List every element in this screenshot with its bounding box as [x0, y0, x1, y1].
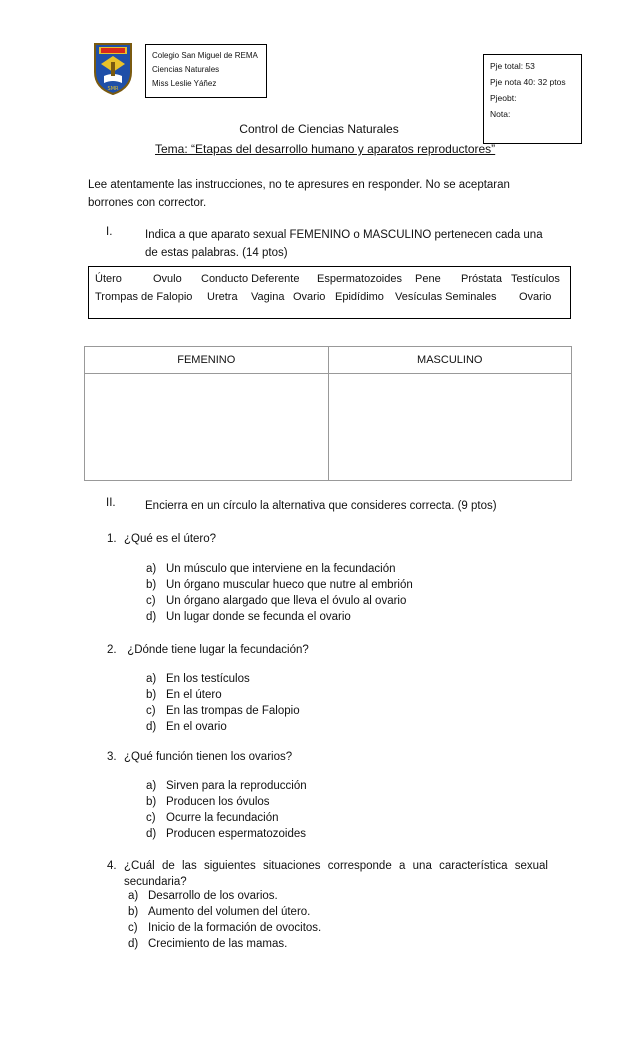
word-bank-row-1 — [95, 270, 564, 288]
question-2-text: ¿Dónde tiene lugar la fecundación? — [124, 644, 309, 656]
option[interactable]: b) Aumento del volumen del útero. — [128, 906, 311, 918]
option[interactable]: a) Un músculo que interviene en la fecundación — [146, 563, 396, 575]
school-name: Colegio San Miguel de REMA — [152, 51, 258, 60]
option[interactable]: c) Inicio de la formación de ovocitos. — [128, 922, 322, 934]
question-2-options — [146, 671, 300, 735]
subject-name: Ciencias Naturales — [152, 65, 220, 74]
grade-field: Nota: — [490, 109, 511, 119]
option[interactable]: c) Ocurre la fecundación — [146, 812, 279, 824]
page-title: Control de Ciencias Naturales — [239, 122, 399, 136]
question-1-text: ¿Qué es el útero? — [124, 533, 217, 545]
svg-text:SMR: SMR — [107, 86, 119, 92]
school-info-box — [145, 44, 267, 98]
word-bank — [88, 266, 571, 319]
femenino-answer-cell[interactable] — [85, 374, 329, 481]
question-1-options — [146, 561, 413, 625]
question-3-text: ¿Qué función tienen los ovarios? — [124, 751, 293, 763]
word: Epidídimo — [335, 291, 384, 303]
option[interactable]: c) Un órgano alargado que lleva el óvulo al ovario — [146, 595, 407, 607]
logo-text-banner — [101, 48, 125, 53]
option[interactable]: d) Crecimiento de las mamas. — [128, 938, 288, 950]
word: Trompas de Falopio — [95, 291, 193, 303]
word: Ovario — [519, 291, 552, 303]
word: Testículos — [511, 273, 560, 285]
masculino-answer-cell[interactable] — [328, 374, 572, 481]
option[interactable]: a) Sirven para la reproducción — [146, 780, 307, 792]
word: Vagina — [251, 291, 285, 303]
question-4-text: ¿Cuál de las siguientes situaciones corresponde a una característica sexual secundaria? — [124, 860, 548, 888]
section-1-instruction: Indica a que aparato sexual FEMENINO o MASCULINO pertenecen cada una de estas palabras. (14 ptos) — [145, 229, 543, 259]
header-masculino: MASCULINO — [328, 347, 572, 374]
option[interactable]: d) En el ovario — [146, 721, 227, 733]
teacher-name: Miss Leslie Yáñez — [152, 79, 217, 88]
word: Ovario — [293, 291, 326, 303]
question-2-number: 2. — [107, 644, 117, 656]
instructions: Lee atentamente las instrucciones, no te apresures en responder. No se aceptaran borrones con corrector. — [88, 179, 510, 209]
word: Espermatozoides — [317, 273, 402, 285]
school-logo — [92, 42, 134, 96]
word: Útero — [95, 273, 122, 285]
option[interactable]: d) Producen espermatozoides — [146, 828, 306, 840]
question-3-number: 3. — [107, 751, 117, 763]
question-4-options — [128, 888, 321, 952]
grade-threshold: Pje nota 40: 32 ptos — [490, 77, 566, 87]
total-score: Pje total: 53 — [490, 61, 535, 71]
section-1-number: I. — [106, 226, 113, 238]
word-bank-row-2 — [95, 288, 564, 306]
word: Ovulo — [153, 273, 182, 285]
obtained-score: Pjeobt: — [490, 93, 517, 103]
word: Uretra — [207, 291, 238, 303]
header-femenino: FEMENINO — [85, 347, 329, 374]
option[interactable]: b) En el útero — [146, 689, 222, 701]
option[interactable]: d) Un lugar donde se fecunda el ovario — [146, 611, 351, 623]
question-1-number: 1. — [107, 533, 117, 545]
classification-table — [84, 346, 572, 481]
question-4-number: 4. — [107, 860, 117, 872]
word: Pene — [415, 273, 441, 285]
topic-line: Tema: “Etapas del desarrollo humano y aparatos reproductores” — [155, 142, 496, 156]
word: Vesículas Seminales — [395, 291, 497, 303]
option[interactable]: a) En los testículos — [146, 673, 250, 685]
option[interactable]: a) Desarrollo de los ovarios. — [128, 890, 278, 902]
section-2-instruction: Encierra en un círculo la alternativa que consideres correcta. (9 ptos) — [145, 500, 497, 512]
section-2-number: II. — [106, 497, 116, 509]
option[interactable]: c) En las trompas de Falopio — [146, 705, 300, 717]
option[interactable]: b) Producen los óvulos — [146, 796, 270, 808]
word: Próstata — [461, 273, 502, 285]
option[interactable]: b) Un órgano muscular hueco que nutre al embrión — [146, 579, 413, 591]
question-3-options — [146, 778, 307, 842]
word: Conducto Deferente — [201, 273, 300, 285]
